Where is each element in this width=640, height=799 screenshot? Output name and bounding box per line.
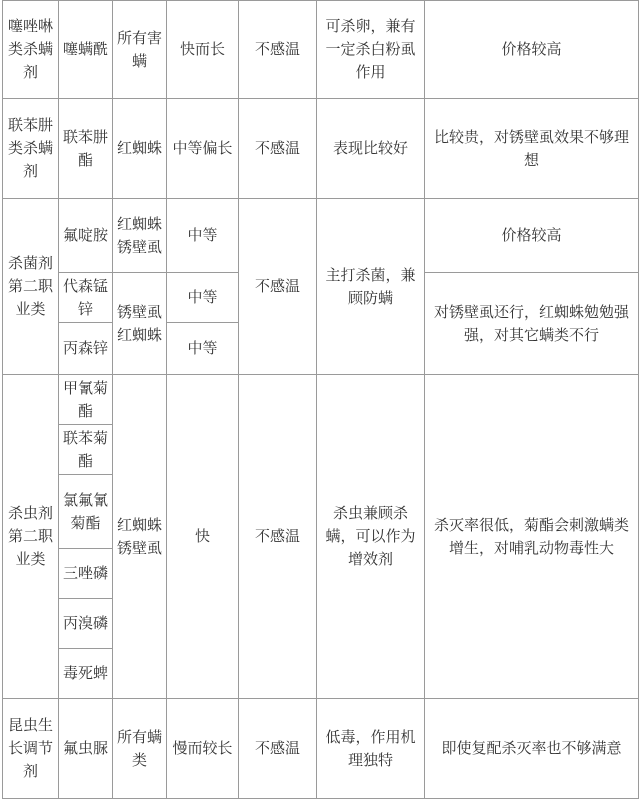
temperature-cell: 不感温 — [239, 1, 317, 99]
agent-cell: 联苯菊酯 — [59, 425, 113, 475]
agent-cell: 毒死蜱 — [59, 649, 113, 699]
feature-cell: 杀虫兼顾杀螨，可以作为增效剂 — [317, 375, 425, 699]
target-cell: 红蜘蛛 — [113, 99, 167, 199]
speed-cell: 中等 — [167, 273, 239, 323]
table-row — [3, 375, 639, 425]
agent-cell: 代森锰锌 — [59, 273, 113, 323]
temperature-cell: 不感温 — [239, 375, 317, 699]
temperature-cell: 不感温 — [239, 699, 317, 799]
table-row — [3, 1, 639, 99]
note-cell: 价格较高 — [425, 199, 639, 273]
category-cell: 噻唑啉类杀螨剂 — [3, 1, 59, 99]
agent-cell: 氟虫脲 — [59, 699, 113, 799]
speed-cell: 快而长 — [167, 1, 239, 99]
note-cell: 对锈壁虱还行，红蜘蛛勉勉强强，对其它螨类不行 — [425, 273, 639, 375]
agent-cell: 氟啶胺 — [59, 199, 113, 273]
target-cell: 所有螨类 — [113, 699, 167, 799]
target-cell: 红蜘蛛锈壁虱 — [113, 199, 167, 273]
category-cell: 昆虫生长调节剂 — [3, 699, 59, 799]
speed-cell: 快 — [167, 375, 239, 699]
speed-cell: 慢而较长 — [167, 699, 239, 799]
feature-cell: 主打杀菌，兼顾防螨 — [317, 199, 425, 375]
note-cell: 杀灭率很低，菊酯会刺激螨类增生，对哺乳动物毒性大 — [425, 375, 639, 699]
table-row — [3, 99, 639, 199]
category-cell: 杀菌剂第二职业类 — [3, 199, 59, 375]
feature-cell: 低毒，作用机理独特 — [317, 699, 425, 799]
agent-cell: 氯氟氰菊酯 — [59, 475, 113, 549]
acaricide-comparison-table — [2, 0, 639, 799]
agent-cell: 联苯肼酯 — [59, 99, 113, 199]
agent-cell: 丙溴磷 — [59, 599, 113, 649]
speed-cell: 中等 — [167, 199, 239, 273]
agent-cell: 甲氰菊酯 — [59, 375, 113, 425]
agent-cell: 噻螨酰 — [59, 1, 113, 99]
category-cell: 杀虫剂第二职业类 — [3, 375, 59, 699]
feature-cell: 表现比较好 — [317, 99, 425, 199]
feature-cell: 可杀卵，兼有一定杀白粉虱作用 — [317, 1, 425, 99]
target-cell: 所有害螨 — [113, 1, 167, 99]
category-cell: 联苯肼类杀螨剂 — [3, 99, 59, 199]
table-row — [3, 699, 639, 799]
note-cell: 比较贵，对锈壁虱效果不够理想 — [425, 99, 639, 199]
target-cell: 锈壁虱红蜘蛛 — [113, 273, 167, 375]
temperature-cell: 不感温 — [239, 99, 317, 199]
note-cell: 即使复配杀灭率也不够满意 — [425, 699, 639, 799]
speed-cell: 中等偏长 — [167, 99, 239, 199]
table-container — [2, 0, 638, 798]
speed-cell: 中等 — [167, 323, 239, 375]
temperature-cell: 不感温 — [239, 199, 317, 375]
table-row — [3, 199, 639, 273]
agent-cell: 丙森锌 — [59, 323, 113, 375]
agent-cell: 三唑磷 — [59, 549, 113, 599]
note-cell: 价格较高 — [425, 1, 639, 99]
target-cell: 红蜘蛛锈壁虱 — [113, 375, 167, 699]
